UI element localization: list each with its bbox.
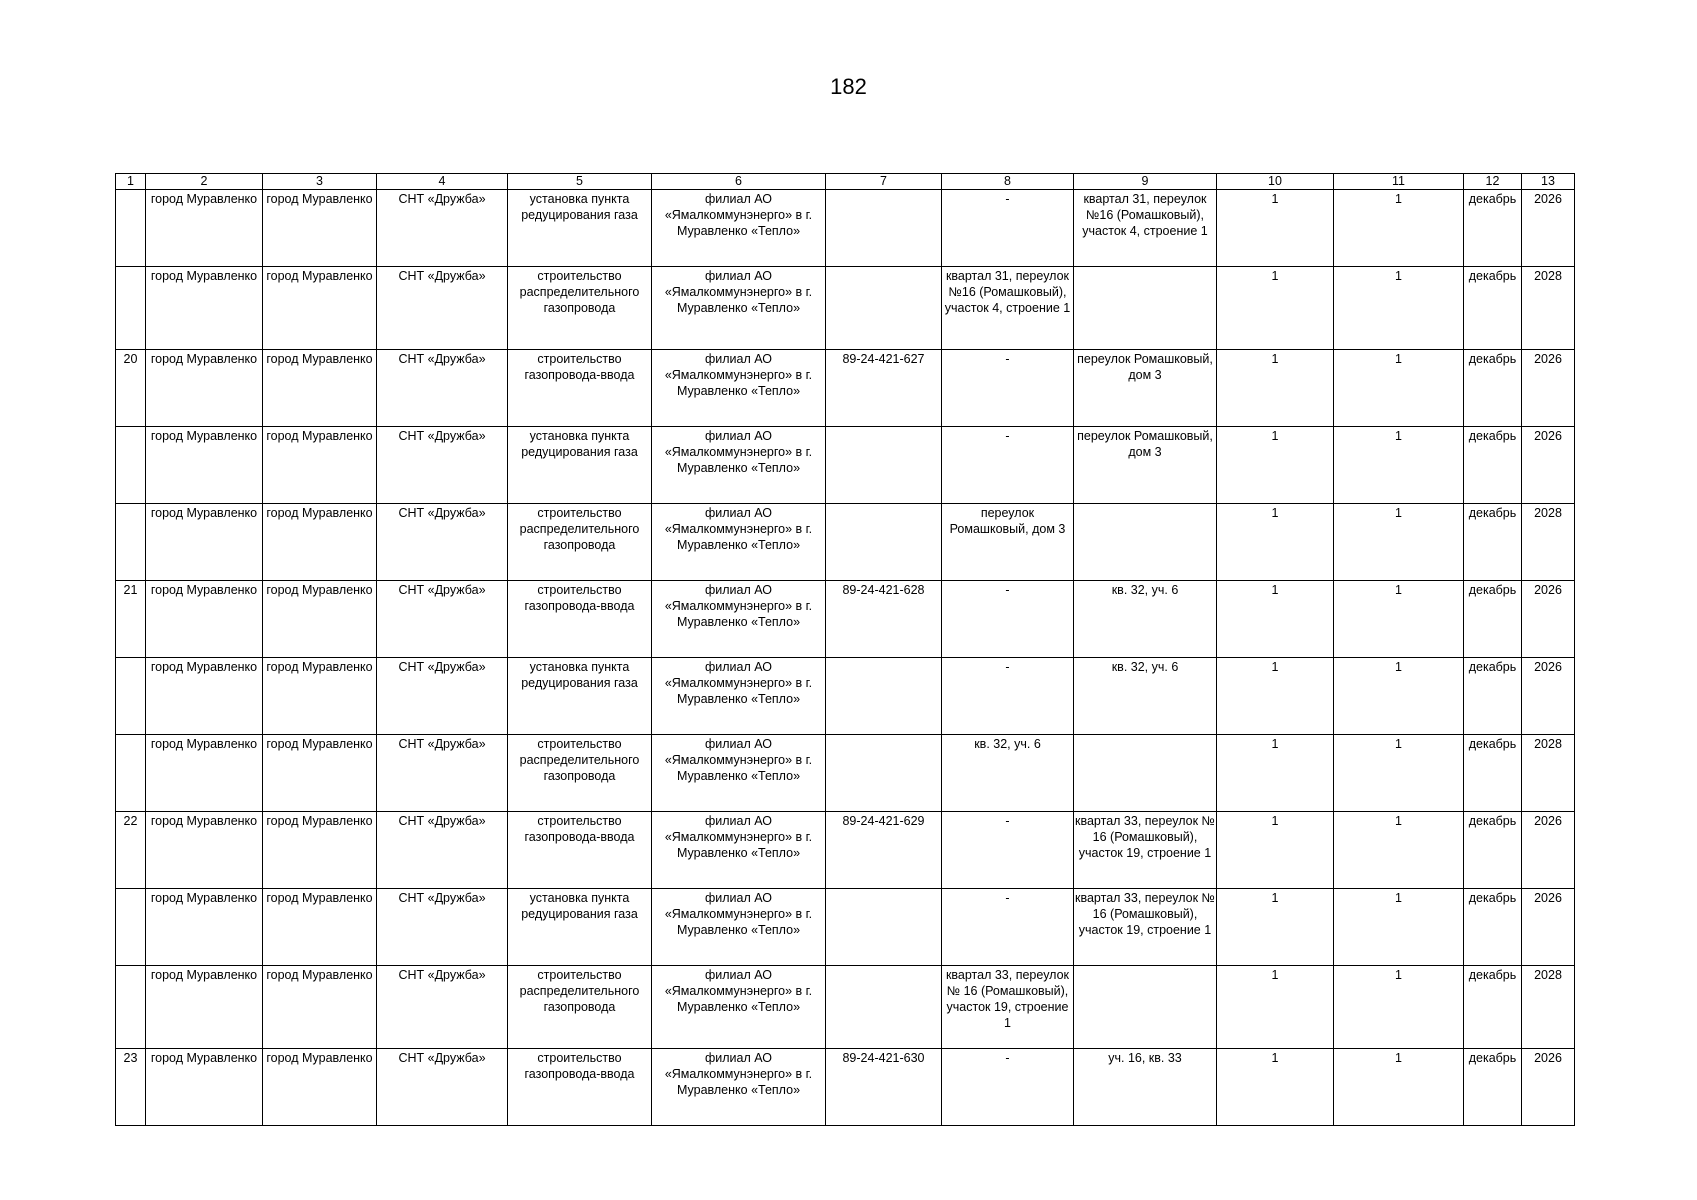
column-header: 4 bbox=[377, 174, 508, 190]
operator-cell: филиал АО «Ямалкоммунэнерго» в г. Муравленко «Тепло» bbox=[652, 190, 826, 267]
settlement-cell: город Муравленко bbox=[263, 889, 377, 966]
pipeline-address-cell: - bbox=[942, 350, 1074, 427]
municipality-cell: город Муравленко bbox=[146, 427, 263, 504]
pipeline-address-cell: квартал 33, переулок № 16 (Ромашковый), участок 19, строение 1 bbox=[942, 966, 1074, 1049]
column-header: 5 bbox=[508, 174, 652, 190]
pipeline-address-cell: - bbox=[942, 889, 1074, 966]
pipeline-address-cell: - bbox=[942, 658, 1074, 735]
quantity-cell: 1 bbox=[1334, 1049, 1464, 1126]
connection-address-cell: переулок Ромашковый, дом 3 bbox=[1074, 350, 1217, 427]
table-header-row bbox=[116, 174, 1575, 190]
quantity-cell: 1 bbox=[1334, 267, 1464, 350]
year-cell: 2028 bbox=[1522, 267, 1575, 350]
table-row bbox=[116, 889, 1575, 966]
location-cell: СНТ «Дружба» bbox=[377, 658, 508, 735]
municipality-cell: город Муравленко bbox=[146, 812, 263, 889]
quantity-cell: 1 bbox=[1334, 889, 1464, 966]
quantity-cell: 1 bbox=[1334, 735, 1464, 812]
cadastral-number-cell bbox=[826, 966, 942, 1049]
work-type-cell: установка пункта редуцирования газа bbox=[508, 889, 652, 966]
cadastral-number-cell bbox=[826, 427, 942, 504]
table-row bbox=[116, 735, 1575, 812]
location-cell: СНТ «Дружба» bbox=[377, 1049, 508, 1126]
municipality-cell: город Муравленко bbox=[146, 581, 263, 658]
column-header: 10 bbox=[1217, 174, 1334, 190]
settlement-cell: город Муравленко bbox=[263, 350, 377, 427]
month-cell: декабрь bbox=[1464, 504, 1522, 581]
row-number-cell bbox=[116, 504, 146, 581]
table-row bbox=[116, 1049, 1575, 1126]
municipality-cell: город Муравленко bbox=[146, 966, 263, 1049]
location-cell: СНТ «Дружба» bbox=[377, 267, 508, 350]
cadastral-number-cell bbox=[826, 190, 942, 267]
page-number: 182 bbox=[830, 74, 867, 99]
work-type-cell: строительство газопровода-ввода bbox=[508, 812, 652, 889]
work-type-cell: строительство распределительного газопровода bbox=[508, 735, 652, 812]
month-cell: декабрь bbox=[1464, 267, 1522, 350]
count-cell: 1 bbox=[1217, 190, 1334, 267]
settlement-cell: город Муравленко bbox=[263, 267, 377, 350]
count-cell: 1 bbox=[1217, 1049, 1334, 1126]
cadastral-number-cell bbox=[826, 889, 942, 966]
location-cell: СНТ «Дружба» bbox=[377, 889, 508, 966]
pipeline-address-cell: - bbox=[942, 812, 1074, 889]
month-cell: декабрь bbox=[1464, 190, 1522, 267]
column-header: 6 bbox=[652, 174, 826, 190]
count-cell: 1 bbox=[1217, 735, 1334, 812]
settlement-cell: город Муравленко bbox=[263, 1049, 377, 1126]
year-cell: 2026 bbox=[1522, 581, 1575, 658]
row-number-cell bbox=[116, 889, 146, 966]
row-number-cell: 20 bbox=[116, 350, 146, 427]
settlement-cell: город Муравленко bbox=[263, 427, 377, 504]
cadastral-number-cell: 89-24-421-629 bbox=[826, 812, 942, 889]
connection-address-cell: уч. 16, кв. 33 bbox=[1074, 1049, 1217, 1126]
quantity-cell: 1 bbox=[1334, 966, 1464, 1049]
row-number-cell bbox=[116, 966, 146, 1049]
connection-address-cell bbox=[1074, 504, 1217, 581]
year-cell: 2026 bbox=[1522, 889, 1575, 966]
count-cell: 1 bbox=[1217, 581, 1334, 658]
row-number-cell bbox=[116, 658, 146, 735]
month-cell: декабрь bbox=[1464, 581, 1522, 658]
table-row bbox=[116, 658, 1575, 735]
table-row bbox=[116, 350, 1575, 427]
connection-address-cell: квартал 31, переулок №16 (Ромашковый), участок 4, строение 1 bbox=[1074, 190, 1217, 267]
data-table bbox=[115, 173, 1575, 1126]
pipeline-address-cell: квартал 31, переулок №16 (Ромашковый), участок 4, строение 1 bbox=[942, 267, 1074, 350]
quantity-cell: 1 bbox=[1334, 812, 1464, 889]
cadastral-number-cell bbox=[826, 267, 942, 350]
table-row bbox=[116, 427, 1575, 504]
work-type-cell: строительство распределительного газопровода bbox=[508, 504, 652, 581]
location-cell: СНТ «Дружба» bbox=[377, 350, 508, 427]
count-cell: 1 bbox=[1217, 966, 1334, 1049]
pipeline-address-cell: - bbox=[942, 427, 1074, 504]
month-cell: декабрь bbox=[1464, 427, 1522, 504]
count-cell: 1 bbox=[1217, 350, 1334, 427]
quantity-cell: 1 bbox=[1334, 504, 1464, 581]
quantity-cell: 1 bbox=[1334, 581, 1464, 658]
settlement-cell: город Муравленко bbox=[263, 735, 377, 812]
column-header: 9 bbox=[1074, 174, 1217, 190]
operator-cell: филиал АО «Ямалкоммунэнерго» в г. Муравленко «Тепло» bbox=[652, 658, 826, 735]
month-cell: декабрь bbox=[1464, 889, 1522, 966]
connection-address-cell bbox=[1074, 966, 1217, 1049]
month-cell: декабрь bbox=[1464, 350, 1522, 427]
location-cell: СНТ «Дружба» bbox=[377, 427, 508, 504]
settlement-cell: город Муравленко bbox=[263, 190, 377, 267]
row-number-cell bbox=[116, 427, 146, 504]
year-cell: 2026 bbox=[1522, 658, 1575, 735]
year-cell: 2026 bbox=[1522, 350, 1575, 427]
operator-cell: филиал АО «Ямалкоммунэнерго» в г. Муравленко «Тепло» bbox=[652, 504, 826, 581]
operator-cell: филиал АО «Ямалкоммунэнерго» в г. Муравленко «Тепло» bbox=[652, 966, 826, 1049]
column-header: 7 bbox=[826, 174, 942, 190]
count-cell: 1 bbox=[1217, 889, 1334, 966]
work-type-cell: строительство распределительного газопровода bbox=[508, 966, 652, 1049]
operator-cell: филиал АО «Ямалкоммунэнерго» в г. Муравленко «Тепло» bbox=[652, 350, 826, 427]
column-header: 3 bbox=[263, 174, 377, 190]
location-cell: СНТ «Дружба» bbox=[377, 735, 508, 812]
column-header: 11 bbox=[1334, 174, 1464, 190]
month-cell: декабрь bbox=[1464, 966, 1522, 1049]
municipality-cell: город Муравленко bbox=[146, 1049, 263, 1126]
cadastral-number-cell: 89-24-421-628 bbox=[826, 581, 942, 658]
operator-cell: филиал АО «Ямалкоммунэнерго» в г. Муравленко «Тепло» bbox=[652, 735, 826, 812]
municipality-cell: город Муравленко bbox=[146, 658, 263, 735]
quantity-cell: 1 bbox=[1334, 350, 1464, 427]
operator-cell: филиал АО «Ямалкоммунэнерго» в г. Муравленко «Тепло» bbox=[652, 267, 826, 350]
connection-address-cell: кв. 32, уч. 6 bbox=[1074, 581, 1217, 658]
cadastral-number-cell: 89-24-421-627 bbox=[826, 350, 942, 427]
connection-address-cell bbox=[1074, 267, 1217, 350]
table-body bbox=[116, 190, 1575, 1126]
work-type-cell: установка пункта редуцирования газа bbox=[508, 658, 652, 735]
column-header: 2 bbox=[146, 174, 263, 190]
location-cell: СНТ «Дружба» bbox=[377, 812, 508, 889]
table-row bbox=[116, 966, 1575, 1049]
year-cell: 2026 bbox=[1522, 427, 1575, 504]
table-row bbox=[116, 504, 1575, 581]
year-cell: 2026 bbox=[1522, 190, 1575, 267]
connection-address-cell bbox=[1074, 735, 1217, 812]
column-header: 12 bbox=[1464, 174, 1522, 190]
pipeline-address-cell: переулок Ромашковый, дом 3 bbox=[942, 504, 1074, 581]
municipality-cell: город Муравленко bbox=[146, 504, 263, 581]
count-cell: 1 bbox=[1217, 504, 1334, 581]
table-row bbox=[116, 812, 1575, 889]
municipality-cell: город Муравленко bbox=[146, 889, 263, 966]
column-header: 13 bbox=[1522, 174, 1575, 190]
location-cell: СНТ «Дружба» bbox=[377, 190, 508, 267]
column-header: 1 bbox=[116, 174, 146, 190]
cadastral-number-cell bbox=[826, 504, 942, 581]
operator-cell: филиал АО «Ямалкоммунэнерго» в г. Муравленко «Тепло» bbox=[652, 889, 826, 966]
municipality-cell: город Муравленко bbox=[146, 735, 263, 812]
work-type-cell: установка пункта редуцирования газа bbox=[508, 190, 652, 267]
row-number-cell bbox=[116, 267, 146, 350]
operator-cell: филиал АО «Ямалкоммунэнерго» в г. Муравленко «Тепло» bbox=[652, 812, 826, 889]
year-cell: 2026 bbox=[1522, 812, 1575, 889]
count-cell: 1 bbox=[1217, 427, 1334, 504]
work-type-cell: строительство распределительного газопровода bbox=[508, 267, 652, 350]
work-type-cell: строительство газопровода-ввода bbox=[508, 350, 652, 427]
quantity-cell: 1 bbox=[1334, 427, 1464, 504]
settlement-cell: город Муравленко bbox=[263, 966, 377, 1049]
month-cell: декабрь bbox=[1464, 658, 1522, 735]
row-number-cell bbox=[116, 190, 146, 267]
year-cell: 2028 bbox=[1522, 504, 1575, 581]
pipeline-address-cell: кв. 32, уч. 6 bbox=[942, 735, 1074, 812]
month-cell: декабрь bbox=[1464, 1049, 1522, 1126]
quantity-cell: 1 bbox=[1334, 190, 1464, 267]
cadastral-number-cell: 89-24-421-630 bbox=[826, 1049, 942, 1126]
work-type-cell: строительство газопровода-ввода bbox=[508, 1049, 652, 1126]
column-header: 8 bbox=[942, 174, 1074, 190]
pipeline-address-cell: - bbox=[942, 581, 1074, 658]
operator-cell: филиал АО «Ямалкоммунэнерго» в г. Муравленко «Тепло» bbox=[652, 1049, 826, 1126]
settlement-cell: город Муравленко bbox=[263, 581, 377, 658]
connection-address-cell: квартал 33, переулок № 16 (Ромашковый), участок 19, строение 1 bbox=[1074, 812, 1217, 889]
work-type-cell: установка пункта редуцирования газа bbox=[508, 427, 652, 504]
connection-address-cell: квартал 33, переулок № 16 (Ромашковый), участок 19, строение 1 bbox=[1074, 889, 1217, 966]
table-row bbox=[116, 190, 1575, 267]
connection-address-cell: кв. 32, уч. 6 bbox=[1074, 658, 1217, 735]
count-cell: 1 bbox=[1217, 267, 1334, 350]
operator-cell: филиал АО «Ямалкоммунэнерго» в г. Муравленко «Тепло» bbox=[652, 581, 826, 658]
cadastral-number-cell bbox=[826, 735, 942, 812]
month-cell: декабрь bbox=[1464, 735, 1522, 812]
count-cell: 1 bbox=[1217, 658, 1334, 735]
settlement-cell: город Муравленко bbox=[263, 658, 377, 735]
municipality-cell: город Муравленко bbox=[146, 190, 263, 267]
pipeline-address-cell: - bbox=[942, 1049, 1074, 1126]
settlement-cell: город Муравленко bbox=[263, 812, 377, 889]
settlement-cell: город Муравленко bbox=[263, 504, 377, 581]
location-cell: СНТ «Дружба» bbox=[377, 581, 508, 658]
year-cell: 2028 bbox=[1522, 735, 1575, 812]
connection-address-cell: переулок Ромашковый, дом 3 bbox=[1074, 427, 1217, 504]
month-cell: декабрь bbox=[1464, 812, 1522, 889]
table-row bbox=[116, 267, 1575, 350]
operator-cell: филиал АО «Ямалкоммунэнерго» в г. Муравленко «Тепло» bbox=[652, 427, 826, 504]
count-cell: 1 bbox=[1217, 812, 1334, 889]
quantity-cell: 1 bbox=[1334, 658, 1464, 735]
table-row bbox=[116, 581, 1575, 658]
location-cell: СНТ «Дружба» bbox=[377, 966, 508, 1049]
row-number-cell: 23 bbox=[116, 1049, 146, 1126]
municipality-cell: город Муравленко bbox=[146, 350, 263, 427]
pipeline-address-cell: - bbox=[942, 190, 1074, 267]
cadastral-number-cell bbox=[826, 658, 942, 735]
row-number-cell: 22 bbox=[116, 812, 146, 889]
row-number-cell: 21 bbox=[116, 581, 146, 658]
location-cell: СНТ «Дружба» bbox=[377, 504, 508, 581]
work-type-cell: строительство газопровода-ввода bbox=[508, 581, 652, 658]
year-cell: 2028 bbox=[1522, 966, 1575, 1049]
year-cell: 2026 bbox=[1522, 1049, 1575, 1126]
municipality-cell: город Муравленко bbox=[146, 267, 263, 350]
row-number-cell bbox=[116, 735, 146, 812]
